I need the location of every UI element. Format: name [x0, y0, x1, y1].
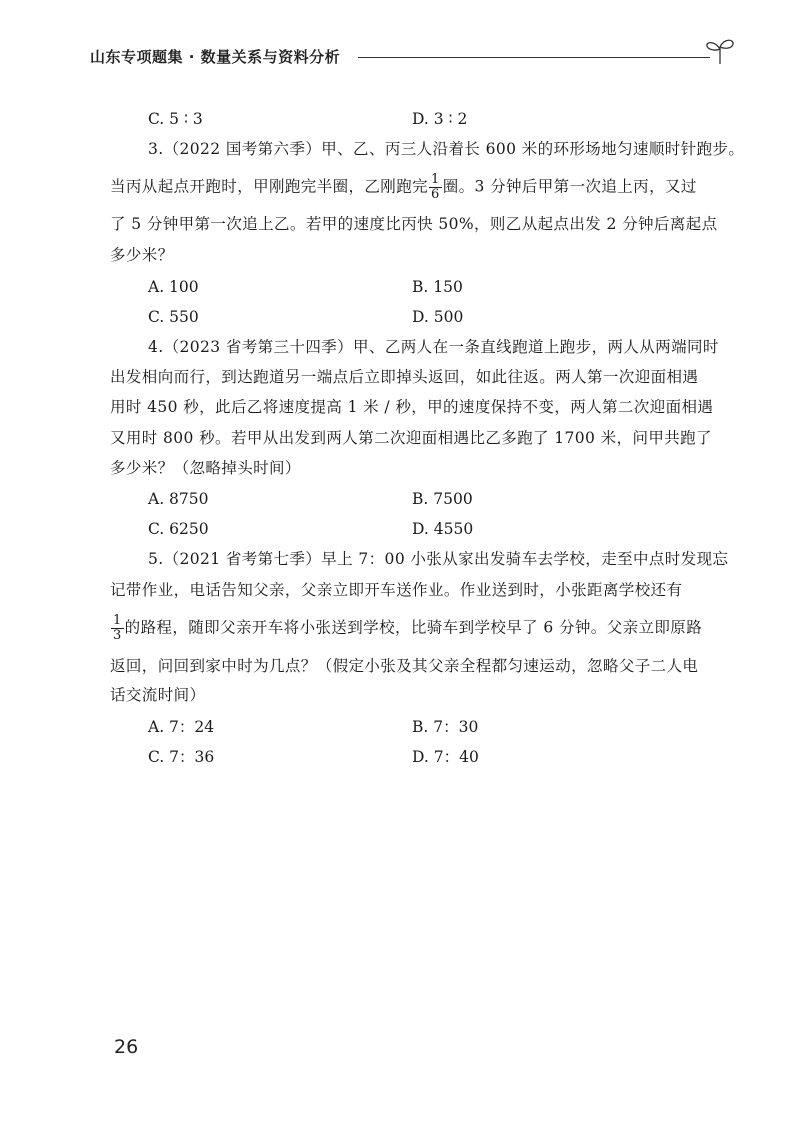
option-b: B. 150 — [412, 278, 463, 296]
question-text-line: 3.（2022 国考第六季）甲、乙、丙三人沿着长 600 米的环形场地匀速顺时针跑步。 — [148, 140, 745, 158]
sprout-icon — [702, 36, 738, 66]
question-text-line: 又用时 800 秒。若甲从出发到两人第二次迎面相遇比乙多跑了 1700 米，问甲共跑了 — [110, 429, 712, 447]
fraction: $\frac{1}{3}$ — [113, 613, 122, 643]
question-text-line: 返回，问回到家中时为几点？（假定小张及其父亲全程都匀速运动，忽略父子二人电 — [110, 657, 699, 675]
option-a: A. 8750 — [148, 490, 209, 508]
option-a: A. 7：24 — [148, 718, 215, 736]
question-text-line: 出发相向而行，到达跑道另一端点后立即掉头返回，如此往返。两人第一次迎面相遇 — [110, 368, 699, 386]
question-text-line: 多少米？（忽略掉头时间） — [110, 459, 301, 477]
option-a: A. 100 — [148, 278, 199, 296]
option-c: C. 550 — [148, 308, 199, 326]
question-text-line: 5.（2021 省考第七季）早上 7：00 小张从家出发骑车去学校，走至中点时发现忘 — [148, 550, 729, 568]
question-text-line: 了 5 分钟甲第一次追上乙。若甲的速度比丙快 50%，则乙从起点出发 2 分钟后离起点 — [110, 215, 718, 233]
option-b: B. 7：30 — [412, 718, 479, 736]
page-number: 26 — [114, 1036, 139, 1058]
question-text-line: 用时 450 秒，此后乙将速度提高 1 米 / 秒，甲的速度保持不变，两人第二次迎面相遇 — [110, 398, 714, 416]
option-c: C. 7：36 — [148, 748, 215, 766]
fraction: $\frac{1}{6}$ — [431, 172, 440, 202]
option-b: B. 7500 — [412, 490, 473, 508]
option-c: C. 5 ∶ 3 — [148, 110, 203, 128]
header-title: 山东专项题集 · 数量关系与资料分析 — [90, 48, 341, 66]
option-d: D. 500 — [412, 308, 464, 326]
question-text-line: 4.（2023 省考第三十四季）甲、乙两人在一条直线跑道上跑步，两人从两端同时 — [148, 338, 719, 356]
option-d: D. 7：40 — [412, 748, 479, 766]
question-text-line: 记带作业，电话告知父亲，父亲立即开车送作业。作业送到时，小张距离学校还有 — [110, 581, 683, 599]
option-d: D. 4550 — [412, 520, 474, 538]
option-c: C. 6250 — [148, 520, 209, 538]
question-text-line: 话交流时间） — [110, 686, 206, 704]
header-rule — [358, 57, 710, 58]
option-d: D. 3 ∶ 2 — [412, 110, 468, 128]
question-text-line: $\frac{1}{3}$ 的路程，随即父亲开车将小张送到学校，比骑车到学校早了 6 分钟。父亲立即原路 — [113, 613, 703, 643]
running-header — [90, 40, 730, 70]
question-text-line: 当丙从起点开跑时，甲刚跑完半圈，乙刚跑完 $\frac{1}{6}$ 圈。3 分钟后甲第一次追上丙，又过 — [110, 172, 697, 202]
question-text-line: 多少米？ — [110, 246, 174, 264]
